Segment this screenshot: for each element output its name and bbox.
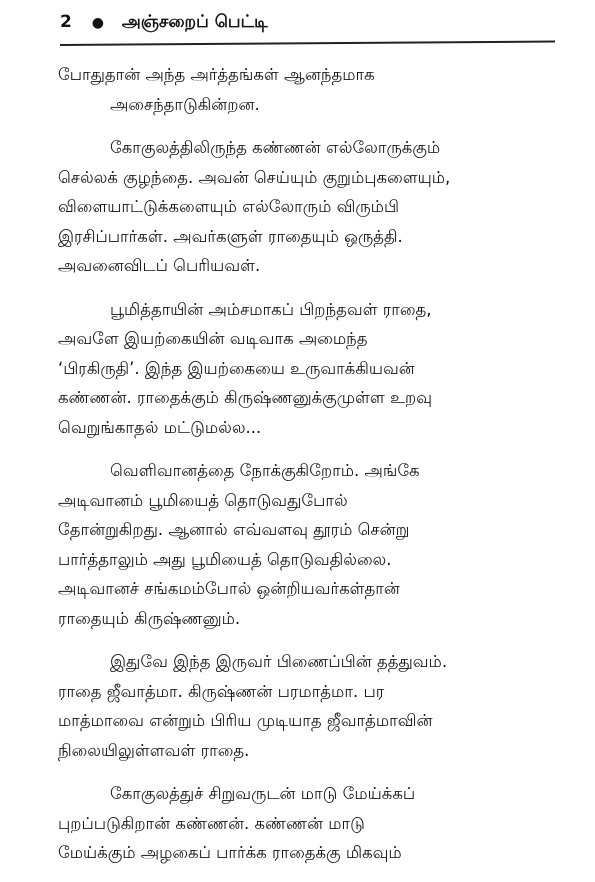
text-line: போதுதான் அந்த அர்த்தங்கள் ஆனந்தமாக <box>58 65 375 84</box>
paragraph-1 <box>58 60 558 119</box>
text-line: ராதை ஜீவாத்மா. கிருஷ்ணன் பரமாத்மா. பர <box>58 681 385 701</box>
text-line: கோகுலத்திலிருந்த கண்ணன் எல்லோருக்கும் <box>110 138 441 157</box>
body-text <box>58 60 558 882</box>
text-line: மாத்மாவை என்றும் பிரிய முடியாத ஜீவாத்மாவின் <box>58 711 433 730</box>
text-line: ‘பிரகிருதி’. இந்த இயற்கையை உருவாக்கியவன் <box>58 358 415 378</box>
text-line: இதுவே இந்த இருவர் பிணைப்பின் தத்துவம். <box>110 652 448 671</box>
text-line: மேய்க்கும் அழகைப் பார்க்க ராதைக்கு மிகவும் <box>58 843 402 862</box>
text-line: கோகுலத்துச் சிறுவருடன் மாடு மேய்க்கப் <box>110 784 416 803</box>
text-line: தோன்றுகிறது. ஆனால் எவ்வளவு தூரம் சென்று <box>58 520 410 539</box>
text-line: ராதையும் கிருஷ்ணனும். <box>58 608 241 628</box>
book-title: அஞ்சறைப் பெட்டி <box>121 12 268 32</box>
text-line: பூமித்தாயின் அம்சமாகப் பிறந்தவள் ராதை, <box>110 299 432 319</box>
header-bullet: ● <box>91 15 104 31</box>
paragraph-2 <box>58 133 558 281</box>
text-line: புறப்படுகிறான் கண்ணன். கண்ணன் மாடு <box>58 813 365 833</box>
text-line: அவளே இயற்கையின் வடிவாக அமைந்த <box>58 329 368 348</box>
paragraph-6 <box>58 779 558 868</box>
paragraph-4 <box>58 456 558 633</box>
text-line: வெறுங்காதல் மட்டுமல்ல... <box>58 417 262 437</box>
text-line: வெளிவானத்தை நோக்குகிறோம். அங்கே <box>110 461 420 480</box>
text-line: அடிவானச் சங்கமம்போல் ஒன்றியவர்கள்தான் <box>58 579 400 598</box>
text-line: அடிவானம் பூமியைத் தொடுவதுபோல் <box>58 490 348 510</box>
text-line: செல்லக் குழந்தை. அவன் செய்யும் குறும்புகளையும், <box>58 167 451 187</box>
header-rule <box>60 41 555 46</box>
text-line: பார்த்தாலும் அது பூமியைத் தொடுவதில்லை. <box>58 549 392 569</box>
text-line: விளையாட்டுக்களையும் எல்லோரும் விரும்பி <box>58 197 399 216</box>
text-line: இரசிப்பார்கள். அவர்களுள் ராதையும் ஒருத்தி. <box>58 226 403 246</box>
text-line: கண்ணன். ராதைக்கும் கிருஷ்ணனுக்குமுள்ள உறவு <box>58 388 433 407</box>
text-line: நிலையிலுள்ளவள் ராதை. <box>58 740 250 760</box>
paragraph-3 <box>58 295 558 443</box>
paragraph-5 <box>58 647 558 765</box>
running-header <box>60 12 268 34</box>
text-line: அவனைவிடப் பெரியவள். <box>58 256 261 275</box>
page-number: 2 <box>60 12 72 32</box>
text-line: அசைந்தாடுகின்றன. <box>110 94 260 114</box>
